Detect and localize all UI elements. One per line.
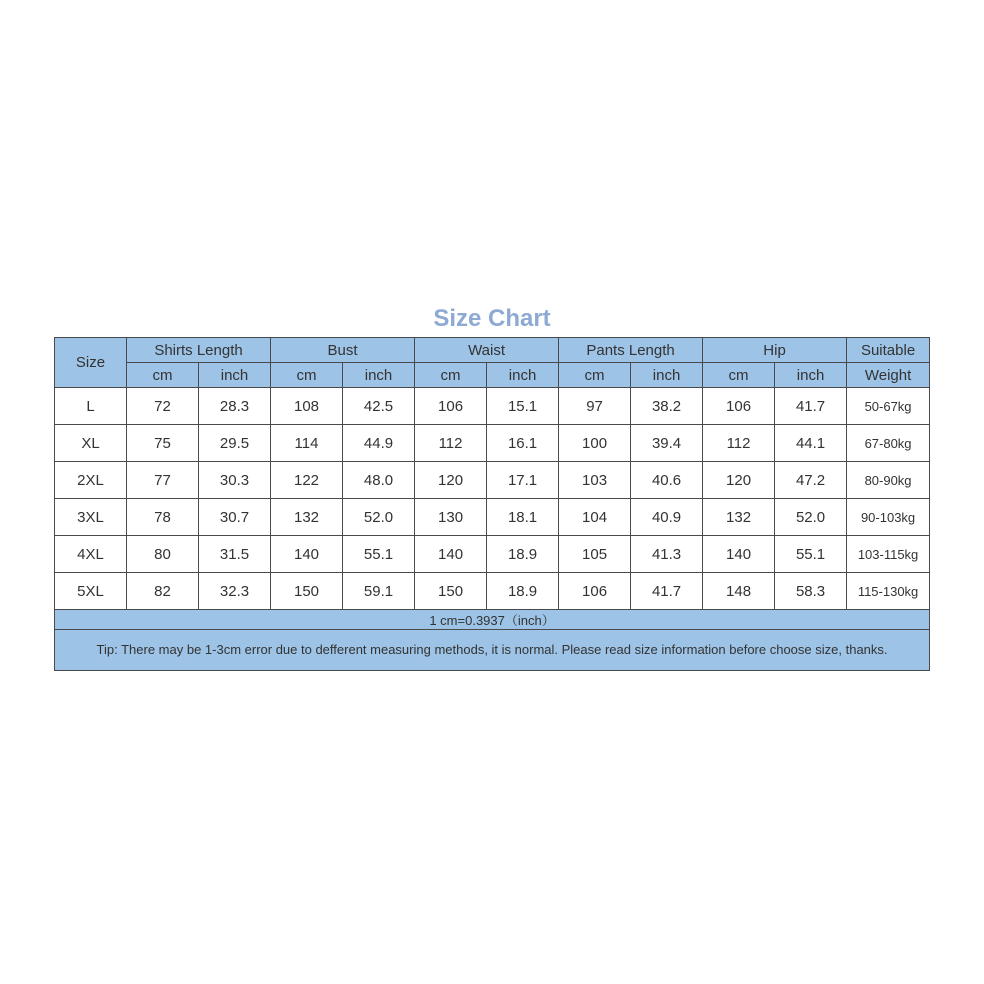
weight-cell: 115-130kg [847,573,930,610]
cm-cell: 140 [271,536,343,573]
inch-cell: 28.3 [199,388,271,425]
cm-cell: 103 [559,462,631,499]
size-cell: 2XL [55,462,127,499]
size-chart-table [54,337,930,671]
cm-cell: 97 [559,388,631,425]
inch-cell: 38.2 [631,388,703,425]
cm-cell: 150 [271,573,343,610]
header-suitable: Suitable [847,338,930,363]
header-bust: Bust [271,338,415,363]
inch-cell: 52.0 [775,499,847,536]
header-shirts-length: Shirts Length [127,338,271,363]
inch-cell: 17.1 [487,462,559,499]
weight-cell: 67-80kg [847,425,930,462]
inch-cell: 29.5 [199,425,271,462]
size-cell: XL [55,425,127,462]
header-waist: Waist [415,338,559,363]
header-row-units [55,363,930,388]
table-body [55,388,930,610]
header-size: Size [55,338,127,388]
inch-cell: 47.2 [775,462,847,499]
inch-cell: 18.9 [487,573,559,610]
cm-cell: 148 [703,573,775,610]
cm-cell: 72 [127,388,199,425]
cm-cell: 132 [703,499,775,536]
table-row [55,536,930,573]
cm-cell: 112 [703,425,775,462]
cm-cell: 140 [415,536,487,573]
cm-cell: 80 [127,536,199,573]
cm-cell: 120 [703,462,775,499]
inch-cell: 42.5 [343,388,415,425]
inch-cell: 30.3 [199,462,271,499]
inch-cell: 39.4 [631,425,703,462]
cm-cell: 104 [559,499,631,536]
cm-cell: 82 [127,573,199,610]
cm-cell: 77 [127,462,199,499]
cm-cell: 150 [415,573,487,610]
inch-cell: 55.1 [343,536,415,573]
inch-cell: 30.7 [199,499,271,536]
inch-cell: 31.5 [199,536,271,573]
inch-cell: 18.9 [487,536,559,573]
weight-cell: 103-115kg [847,536,930,573]
inch-cell: 40.9 [631,499,703,536]
tip-row [55,630,930,671]
header-row-groups [55,338,930,363]
cm-cell: 78 [127,499,199,536]
inch-cell: 15.1 [487,388,559,425]
inch-cell: 41.7 [631,573,703,610]
unit-inch: inch [199,363,271,388]
header-hip: Hip [703,338,847,363]
cm-cell: 140 [703,536,775,573]
weight-cell: 80-90kg [847,462,930,499]
unit-cm: cm [559,363,631,388]
size-cell: L [55,388,127,425]
cm-cell: 130 [415,499,487,536]
inch-cell: 55.1 [775,536,847,573]
unit-inch: inch [487,363,559,388]
inch-cell: 41.3 [631,536,703,573]
weight-cell: 90-103kg [847,499,930,536]
cm-cell: 100 [559,425,631,462]
cm-cell: 112 [415,425,487,462]
cm-cell: 106 [559,573,631,610]
inch-cell: 41.7 [775,388,847,425]
unit-inch: inch [631,363,703,388]
inch-cell: 44.1 [775,425,847,462]
inch-cell: 48.0 [343,462,415,499]
cm-cell: 120 [415,462,487,499]
header-pants-length: Pants Length [559,338,703,363]
cm-cell: 75 [127,425,199,462]
cm-cell: 114 [271,425,343,462]
cm-cell: 106 [415,388,487,425]
weight-cell: 50-67kg [847,388,930,425]
cm-cell: 108 [271,388,343,425]
inch-cell: 18.1 [487,499,559,536]
cm-cell: 105 [559,536,631,573]
inch-cell: 16.1 [487,425,559,462]
inch-cell: 32.3 [199,573,271,610]
unit-inch: inch [343,363,415,388]
cm-cell: 122 [271,462,343,499]
table-row [55,499,930,536]
page-title: Size Chart [433,305,551,332]
size-cell: 5XL [55,573,127,610]
conversion-row [55,610,930,630]
cm-cell: 106 [703,388,775,425]
inch-cell: 59.1 [343,573,415,610]
unit-cm: cm [415,363,487,388]
size-cell: 4XL [55,536,127,573]
unit-cm: cm [271,363,343,388]
table-row [55,462,930,499]
inch-cell: 40.6 [631,462,703,499]
tip-note: Tip: There may be 1-3cm error due to defferent measuring methods, it is normal. Please read size information before choose size, thanks. [55,630,930,671]
inch-cell: 58.3 [775,573,847,610]
conversion-note: 1 cm=0.3937（inch） [55,610,930,630]
unit-cm: cm [127,363,199,388]
cm-cell: 132 [271,499,343,536]
header-weight: Weight [847,363,930,388]
inch-cell: 44.9 [343,425,415,462]
table-row [55,573,930,610]
unit-inch: inch [775,363,847,388]
table-row [55,425,930,462]
size-cell: 3XL [55,499,127,536]
table-row [55,388,930,425]
unit-cm: cm [703,363,775,388]
inch-cell: 52.0 [343,499,415,536]
